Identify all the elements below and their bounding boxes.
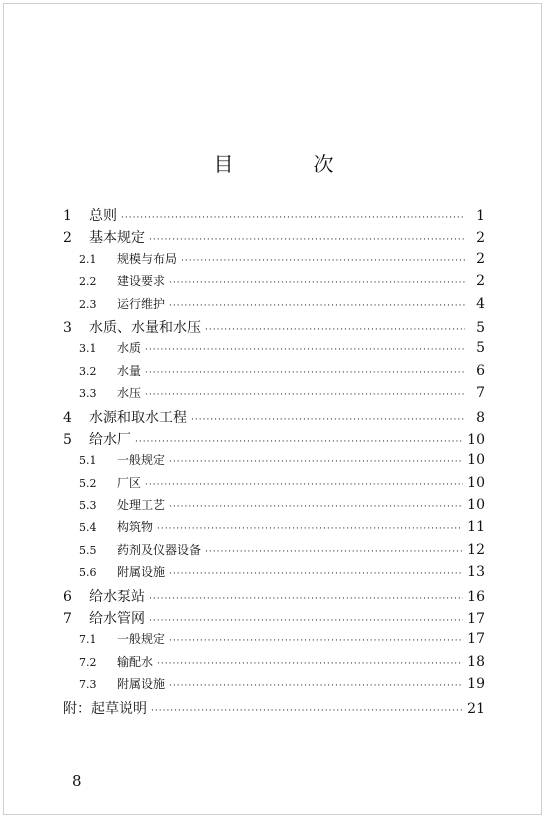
toc-entry-label: 处理工艺: [117, 498, 166, 513]
toc-entry-page: 16: [467, 588, 485, 605]
toc-leader-dots: [169, 570, 463, 579]
toc-entry-page: 10: [467, 497, 485, 514]
toc-leader-dots: [169, 279, 465, 288]
toc-leader-dots: [121, 214, 465, 223]
toc-entry-number: 7: [63, 611, 72, 628]
toc-entry[interactable]: [63, 339, 485, 361]
toc-entry-page: 17: [467, 611, 485, 628]
toc-entry-label: 运行维护: [117, 296, 166, 311]
toc-entry[interactable]: [63, 295, 485, 317]
toc-entry-page: 17: [467, 631, 485, 648]
toc-entry-number: 5.2: [79, 476, 97, 490]
toc-entry[interactable]: [63, 474, 485, 496]
toc-entry[interactable]: [63, 608, 485, 630]
toc-entry[interactable]: [63, 518, 485, 540]
toc-leader-dots: [169, 302, 465, 311]
toc-entry[interactable]: [63, 272, 485, 294]
toc-entry-label: 附：起草说明: [63, 700, 147, 717]
toc-entry-number: 5.5: [79, 543, 97, 557]
toc-entry-number: 5: [63, 431, 72, 448]
toc-title: 目 次: [213, 152, 364, 176]
toc-entry-label: 水质: [117, 341, 142, 356]
toc-entry-label: 药剂及仪器设备: [117, 542, 202, 557]
table-of-contents: [63, 205, 485, 720]
toc-entry[interactable]: [63, 496, 485, 518]
toc-entry-number: 7.1: [79, 633, 97, 647]
toc-entry-number: 5.3: [79, 499, 97, 513]
toc-entry-number: 7.2: [79, 655, 97, 669]
toc-entry-page: 10: [467, 431, 485, 448]
toc-entry-label: 总则: [89, 208, 117, 224]
toc-entry[interactable]: [63, 630, 485, 652]
toc-entry[interactable]: [63, 227, 485, 249]
toc-leader-dots: [145, 481, 463, 490]
toc-leader-dots: [135, 438, 463, 447]
toc-entry-page: 2: [476, 273, 485, 290]
toc-entry[interactable]: [63, 384, 485, 406]
toc-leader-dots: [157, 525, 463, 534]
toc-entry-page: 10: [467, 452, 485, 469]
toc-entry-label: 给水管网: [89, 611, 145, 628]
toc-entry-number: 4: [63, 409, 72, 426]
toc-entry[interactable]: [63, 563, 485, 585]
toc-entry-number: 6: [63, 588, 72, 605]
toc-leader-dots: [169, 458, 463, 467]
toc-leader-dots: [149, 595, 463, 604]
toc-entry-page: 18: [467, 653, 485, 670]
toc-entry[interactable]: [63, 698, 485, 720]
toc-entry[interactable]: [63, 653, 485, 675]
toc-entry-page: 1: [476, 208, 485, 224]
toc-entry-page: 5: [476, 319, 485, 336]
toc-leader-dots: [149, 236, 465, 245]
toc-entry-page: 13: [467, 564, 485, 581]
toc-entry-number: 2.3: [79, 297, 97, 311]
toc-leader-dots: [169, 682, 463, 691]
toc-entry[interactable]: [63, 250, 485, 272]
toc-entry-page: 2: [476, 250, 485, 267]
toc-leader-dots: [157, 660, 463, 669]
toc-leader-dots: [191, 416, 465, 425]
toc-entry-label: 基本规定: [89, 230, 145, 247]
toc-leader-dots: [145, 369, 465, 378]
toc-entry-number: 1: [63, 208, 72, 224]
toc-entry-label: 一般规定: [117, 453, 166, 468]
toc-leader-dots: [149, 617, 463, 626]
toc-entry-page: 8: [476, 409, 485, 426]
toc-entry-label: 给水泵站: [89, 588, 145, 605]
toc-entry-label: 一般规定: [117, 632, 166, 647]
toc-leader-dots: [169, 637, 463, 646]
toc-entry-page: 10: [467, 474, 485, 491]
toc-entry-number: 5.4: [79, 521, 97, 535]
toc-leader-dots: [145, 391, 465, 400]
toc-entry-label: 厂区: [117, 475, 142, 490]
toc-entry[interactable]: [63, 362, 485, 384]
toc-entry-label: 水量: [117, 363, 142, 378]
toc-entry-number: 7.3: [79, 678, 97, 692]
toc-entry-page: 11: [467, 519, 485, 536]
toc-entry-label: 水压: [117, 386, 142, 401]
toc-leader-dots: [145, 346, 465, 355]
toc-entry-number: 5.6: [79, 566, 97, 580]
toc-entry-label: 规模与布局: [117, 251, 178, 266]
toc-entry[interactable]: [63, 429, 485, 451]
toc-leader-dots: [205, 326, 465, 335]
toc-entry[interactable]: [63, 407, 485, 429]
toc-leader-dots: [151, 707, 463, 716]
toc-entry-page: 6: [476, 362, 485, 379]
toc-entry-number: 5.1: [79, 454, 97, 468]
toc-entry[interactable]: [63, 205, 485, 227]
toc-leader-dots: [181, 257, 465, 266]
toc-entry-number: 2.1: [79, 252, 97, 266]
toc-leader-dots: [205, 548, 463, 557]
toc-entry-label: 水质、水量和水压: [89, 319, 201, 336]
toc-entry[interactable]: [63, 451, 485, 473]
toc-entry-number: 2: [63, 230, 72, 247]
toc-entry-page: 7: [476, 385, 485, 402]
toc-entry-number: 3.2: [79, 364, 97, 378]
toc-entry-label: 附属设施: [117, 565, 166, 580]
toc-entry[interactable]: [63, 317, 485, 339]
toc-entry-label: 构筑物: [117, 520, 154, 535]
toc-entry-page: 4: [476, 295, 485, 312]
toc-entry-page: 21: [467, 700, 485, 717]
page-number: 8: [72, 772, 82, 790]
toc-entry[interactable]: [63, 541, 485, 563]
toc-entry[interactable]: [63, 586, 485, 608]
toc-entry[interactable]: [63, 675, 485, 697]
toc-entry-number: 3: [63, 319, 72, 336]
toc-entry-label: 建设要求: [117, 274, 166, 289]
toc-entry-page: 19: [467, 676, 485, 693]
toc-entry-number: 2.2: [79, 275, 97, 289]
toc-entry-page: 5: [476, 340, 485, 357]
toc-entry-label: 输配水: [117, 654, 154, 669]
toc-entry-number: 3.1: [79, 342, 97, 356]
toc-entry-number: 3.3: [79, 387, 97, 401]
toc-entry-label: 附属设施: [117, 677, 166, 692]
toc-entry-label: 给水厂: [89, 431, 131, 448]
toc-entry-page: 12: [467, 541, 485, 558]
toc-entry-label: 水源和取水工程: [89, 409, 187, 426]
toc-entry-page: 2: [476, 230, 485, 247]
toc-leader-dots: [169, 503, 463, 512]
